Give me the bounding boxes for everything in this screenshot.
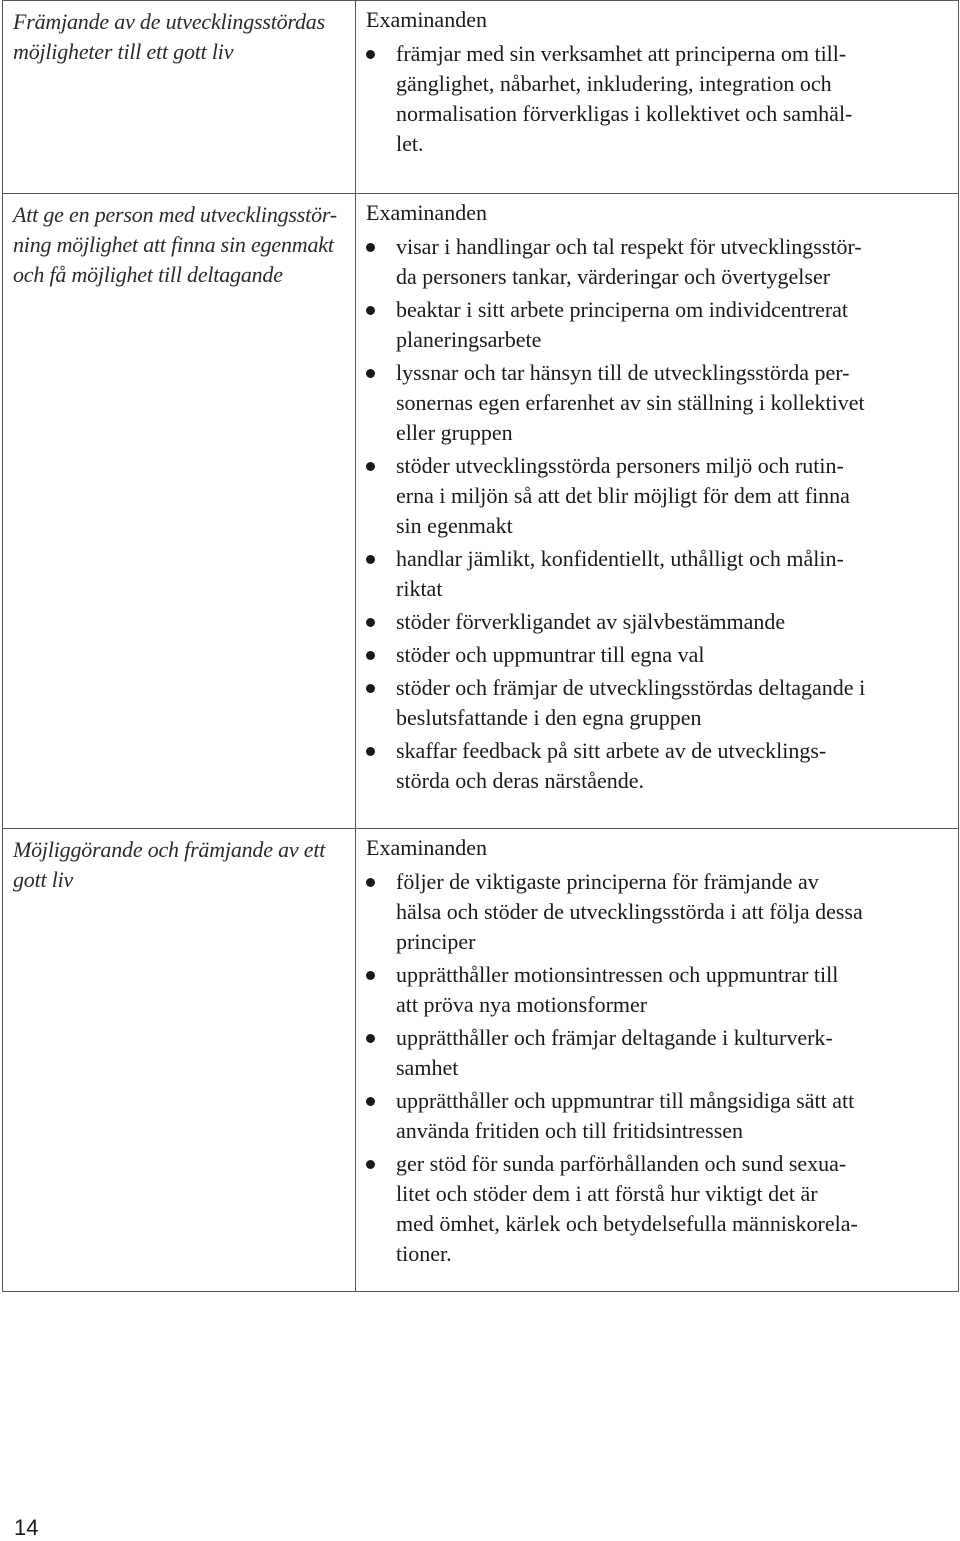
list-item-text: stöder och främjar de utvecklingsstördas deltagande i beslutsfattande i den egna gruppen xyxy=(396,675,866,730)
area-cell xyxy=(3,194,356,829)
list-item xyxy=(366,451,952,541)
list-item xyxy=(366,640,952,670)
criteria-cell xyxy=(356,194,959,829)
bullet-icon xyxy=(366,462,375,471)
list-item xyxy=(366,607,952,637)
list-item-text: skaffar feedback på sitt arbete av de utvecklings- störda och deras närstående. xyxy=(396,738,827,793)
area-title: Möjliggörande och främjande av ett gott liv xyxy=(13,837,326,892)
criteria-heading: Examinanden xyxy=(366,835,487,860)
bullet-icon xyxy=(366,369,375,378)
list-item-text: stöder utvecklingsstörda personers miljö och rutin- erna i miljön så att det blir möjligt för dem att finna sin egenmakt xyxy=(396,453,850,538)
list-item-text: upprätthåller och främjar deltagande i kulturverk- samhet xyxy=(396,1025,833,1080)
table-row xyxy=(3,829,959,1292)
area-title: Främjande av de utvecklingsstördas möjligheter till ett gott liv xyxy=(13,9,325,64)
list-item xyxy=(366,1023,952,1083)
bullet-icon xyxy=(366,878,375,887)
bullet-icon xyxy=(366,555,375,564)
list-item-text: följer de viktigaste principerna för främjande av hälsa och stöder de utvecklingsstörda i att följa dessa principer xyxy=(396,869,863,954)
list-item xyxy=(366,736,952,796)
area-title: Att ge en person med utvecklingsstör- ning möjlighet att finna sin egenmakt och få möjlighet till deltagande xyxy=(13,202,337,287)
criteria-heading: Examinanden xyxy=(366,7,487,32)
list-item-text: beaktar i sitt arbete principerna om individcentrerat planeringsarbete xyxy=(396,297,849,352)
criteria-list xyxy=(366,867,952,1269)
bullet-icon xyxy=(366,50,375,59)
area-cell xyxy=(3,829,356,1292)
criteria-cell xyxy=(356,829,959,1292)
table-row xyxy=(3,194,959,829)
area-cell xyxy=(3,1,356,194)
list-item xyxy=(366,1086,952,1146)
list-item xyxy=(366,867,952,957)
criteria-list xyxy=(366,39,952,159)
criteria-table xyxy=(2,0,959,1292)
list-item xyxy=(366,960,952,1020)
list-item xyxy=(366,1149,952,1269)
bullet-icon xyxy=(366,971,375,980)
list-item xyxy=(366,39,952,159)
list-item-text: ger stöd för sunda parförhållanden och sund sexua- litet och stöder dem i att förstå hur viktigt det är med ömhet, kärlek och betydelsefulla människorela- tioner. xyxy=(396,1151,858,1266)
bullet-icon xyxy=(366,1160,375,1169)
list-item-text: lyssnar och tar hänsyn till de utvecklingsstörda per- sonernas egen erfarenhet av sin ställning i kollektivet eller gruppen xyxy=(396,360,865,445)
table-row xyxy=(3,1,959,194)
list-item-text: upprätthåller motionsintressen och uppmuntrar till att pröva nya motionsformer xyxy=(396,962,839,1017)
list-item xyxy=(366,673,952,733)
bullet-icon xyxy=(366,1034,375,1043)
list-item-text: stöder förverkligandet av självbestämmande xyxy=(396,609,786,634)
criteria-cell xyxy=(356,1,959,194)
list-item xyxy=(366,358,952,448)
bullet-icon xyxy=(366,684,375,693)
list-item-text: stöder och uppmuntrar till egna val xyxy=(396,642,705,667)
bullet-icon xyxy=(366,651,375,660)
list-item xyxy=(366,232,952,292)
list-item xyxy=(366,295,952,355)
bullet-icon xyxy=(366,1097,375,1106)
bullet-icon xyxy=(366,747,375,756)
page-number: 14 xyxy=(14,1515,39,1540)
criteria-heading: Examinanden xyxy=(366,200,487,225)
list-item xyxy=(366,544,952,604)
list-item-text: visar i handlingar och tal respekt för utvecklingsstör- da personers tankar, värderingar och övertygelser xyxy=(396,234,862,289)
list-item-text: upprätthåller och uppmuntrar till mångsidiga sätt att använda fritiden och till fritidsintressen xyxy=(396,1088,855,1143)
criteria-list xyxy=(366,232,952,796)
bullet-icon xyxy=(366,306,375,315)
list-item-text: främjar med sin verksamhet att principerna om till- gänglighet, nåbarhet, inkludering, integration och normalisation förverkligas i kollektivet och samhäl- let. xyxy=(396,41,853,156)
bullet-icon xyxy=(366,243,375,252)
list-item-text: handlar jämlikt, konfidentiellt, uthålligt och målin- riktat xyxy=(396,546,844,601)
bullet-icon xyxy=(366,618,375,627)
